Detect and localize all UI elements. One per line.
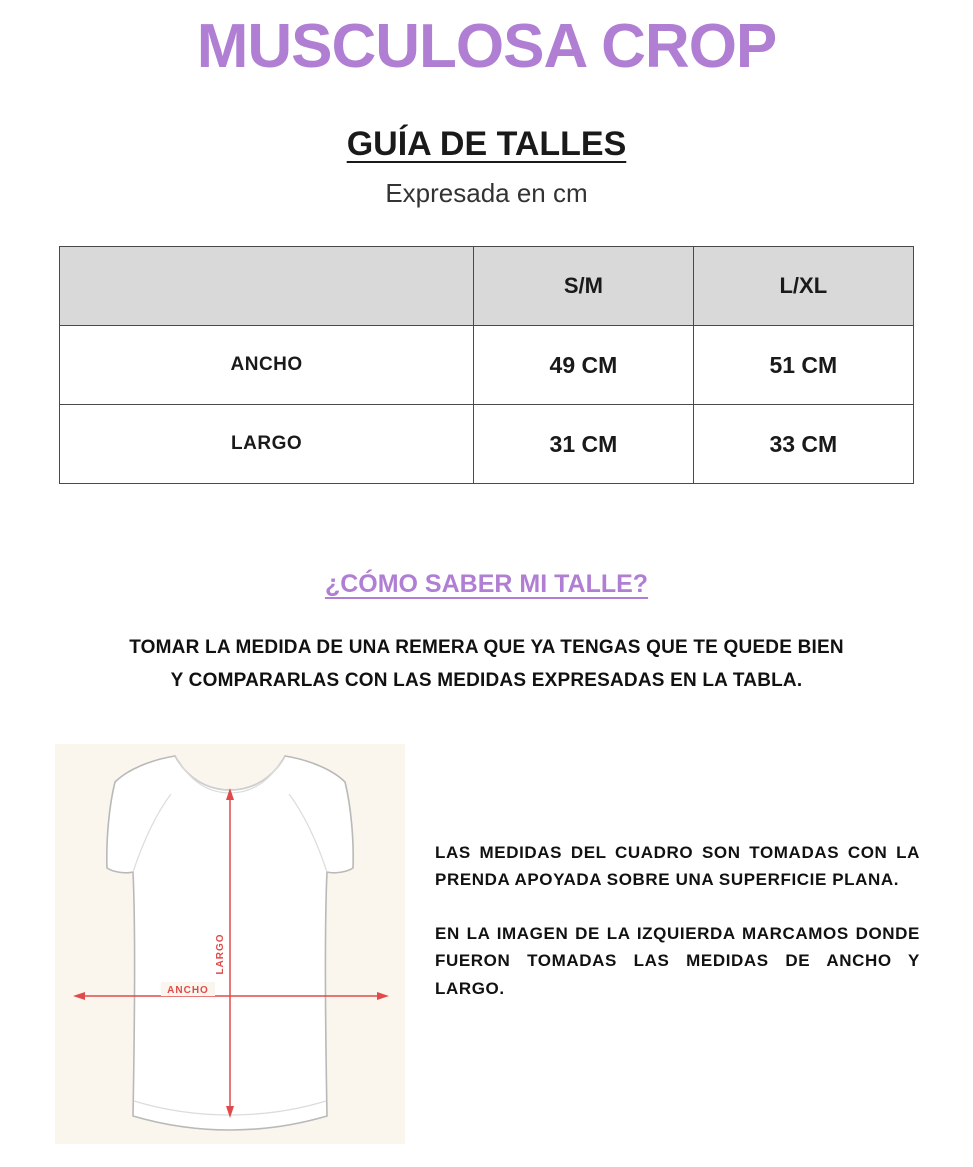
- instruction-line-2: Y COMPARARLAS CON LAS MEDIDAS EXPRESADAS EN LA TABLA.: [170, 670, 803, 692]
- note-measurement-method: LAS MEDIDAS DEL CUADRO SON TOMADAS CON LA PRENDA APOYADA SOBRE UNA SUPERFICIE PLANA.: [435, 842, 920, 890]
- unit-note: Expresada en cm: [385, 178, 588, 209]
- garment-illustration: [55, 744, 405, 1144]
- instruction-line-1: TOMAR LA MEDIDA DE UNA REMERA QUE YA TENGAS QUE TE QUEDE BIEN: [129, 637, 844, 659]
- cell-ancho-sm: 49 CM: [474, 326, 693, 405]
- table-header-lxl: L/XL: [693, 247, 913, 326]
- tank-top-diagram: [55, 744, 405, 1144]
- size-table: [59, 246, 914, 484]
- note-image-reference: EN LA IMAGEN DE LA IZQUIERDA MARCAMOS DONDE FUERON TOMADAS LAS MEDIDAS DE ANCHO Y LARGO.: [435, 923, 920, 998]
- bottom-section: [0, 744, 973, 1144]
- notes-column: [435, 744, 920, 1003]
- table-row: [60, 405, 914, 484]
- largo-label: LARGO: [215, 933, 226, 975]
- cell-ancho-lxl: 51 CM: [693, 326, 913, 405]
- table-row: [60, 326, 914, 405]
- cell-largo-lxl: 33 CM: [693, 405, 913, 484]
- guide-heading: GUÍA DE TALLES: [346, 125, 627, 164]
- row-label-ancho: ANCHO: [60, 326, 474, 405]
- table-header-row: [60, 247, 914, 326]
- page-title: MUSCULOSA CROP: [196, 12, 777, 81]
- table-header-sm: S/M: [474, 247, 693, 326]
- size-table-container: [59, 246, 914, 484]
- row-label-largo: LARGO: [60, 405, 474, 484]
- cell-largo-sm: 31 CM: [474, 405, 693, 484]
- instruction-text: [67, 631, 907, 698]
- table-corner-cell: [60, 247, 474, 326]
- how-to-know-size-question: ¿CÓMO SABER MI TALLE?: [324, 570, 649, 599]
- ancho-label: ANCHO: [167, 984, 209, 996]
